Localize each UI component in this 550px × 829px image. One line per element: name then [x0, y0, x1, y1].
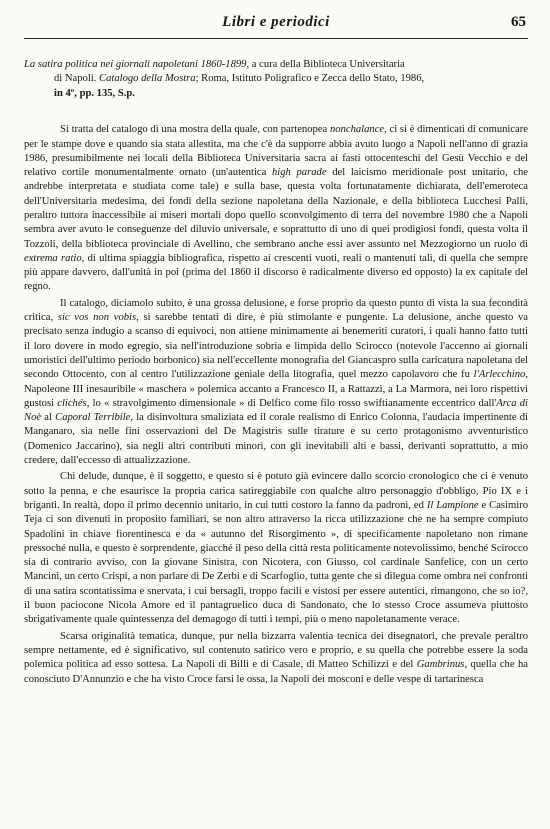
italic-term: high parade: [272, 167, 327, 179]
paragraph-4: [24, 630, 528, 687]
running-title: Libri e periodici: [222, 14, 330, 30]
text-run: , si sarebbe tentati di dire, è più stimolante e pungente. La delusione, anche questo va precisato senza indugio a scanso di equivoci, non attiene minimamente ai benemeriti curatori, i quali hanno fatto tutti il loro dovere in modo egregio, sia nell'introduzione sobria e limpida dello Scirocco (notevole l'accenno ai giornali umoristici dell'ultimo periodo borbonico) sia nell'eccellente monografia del Giancaspro sulla caricatura napoletana del secondo Ottocento, con al centro l'utilizzazione geniale della litografia, quel mezzo capolavoro che fu: [24, 312, 528, 381]
page-number: 65: [511, 14, 526, 30]
italic-term: Il Lampione: [426, 499, 479, 511]
running-header: [24, 12, 528, 39]
italic-term: sic vos non vobis: [57, 312, 137, 324]
citation-publisher: di Napoli.: [54, 73, 100, 85]
italic-term: Gambrinus: [416, 659, 465, 671]
citation-title: La satira politica nei giornali napoletani 1860-1899: [24, 59, 247, 70]
text-run: , Napoleone III inesauribile « maschera » polemica accanto a Francesco II, a Rattazzi, a La Marmora, nei loro rispettivi gustosi: [24, 369, 528, 409]
text-run: , la disinvoltura smaliziata ed il corale realismo di Enrico Colonna, l'audacia impertinente di Manganaro, sia nelle fini osservazioni del De Magistris sulle tirature e su certo protagonismo avventuristico (Domenico Jaccarino), sia negli altri contributi minori, con gli inevitabili alti e bassi, derivanti soprattutto, a mio credere, dall'eccesso di attualizzazione.: [24, 412, 528, 467]
text-run: , di ultima spiaggia bibliografica, rispetto ai crescenti vuoti, reali o mantenuti tali, di quella che sempre più appare davvero, dall'unità in poi (prima del 1860 il discorso è radicalmente diverso ed opposto) la ex capitale del regno.: [24, 252, 528, 293]
italic-term: clichés: [57, 397, 87, 409]
text-run: Il catalogo, diciamolo subito, è una grossa delusione, e forse proprio da questo punto di vista la sua fecondità critica,: [24, 297, 528, 324]
citation-imprint: ; Roma, Istituto Poligrafico e Zecca dello Stato, 1986,: [195, 73, 425, 85]
text-run: Chi delude, dunque, è il soggetto, e questo si è potuto già evincere dallo scorcio cronologico che ci è venuto sotto la penna, e che esaurisce la propria carica satireggiabile con qualche altro personaggio d'obbligo, Pio IX e i briganti. In realtà, dopo il primo decennio unitario, in cui tutti costoro la fanno da padroni, ed: [24, 471, 528, 511]
review-body: [24, 123, 528, 687]
italic-term: Caporal Terribile: [55, 412, 131, 424]
italic-term: l'Arlecchino: [473, 369, 526, 381]
text-run: , ci si è dimenticati di comunicare per le stampe dove e quando sia stata allestita, ma che c'è da supporre abbia avuto luogo a Napoli nell'anno di grazia 1986, presumibilmente nei locali della Biblioteca Universitaria sacra ai fasti ottocenteschi del Gesù Vecchio e del relativo cortile monumentalmente ornato (un'autentica: [24, 124, 528, 179]
italic-term: nonchalance: [329, 124, 385, 136]
paragraph-2: [24, 297, 528, 469]
citation-catalog: Catalogo della Mostra: [99, 73, 196, 85]
text-run: , lo « stravolgimento dimensionale » di Delfico come filo rosso swiftianamente eccentrico dall': [86, 397, 497, 409]
book-citation: [24, 58, 528, 101]
citation-format: in 4º, pp. 135, S.p.: [54, 87, 135, 99]
text-run: del laicismo meridionale post unitario, che andrebbe interpretata e studiata come tale) e sulla base, questa volta fortunatamente dichiarata, dell'emeroteca dell'Universitaria medesima, dei fondi della sezione napoletana della Nazionale, e della biblioteca Lucchesi Palli, peraltro tuttora inaccessibile ai miseri mortali dopo quello sconvolgimento di terra del novembre 1980 che a Napoli sembra aver avuto le conseguenze del diluvio universale, e soprattutto di uno di quei prodigiosi fondi, questa volta il Tozzoli, della biblioteca provinciale di Avellino, che sembrano anche essi aver assunto nel Mezzogiorno un ruolo di: [24, 167, 529, 250]
text-run: al: [41, 412, 56, 424]
italic-term: Arca di Noè: [24, 397, 529, 424]
text-run: e Casimiro Teja ci son divenuti in proposito familiari, se non altro attraverso la ricca utilizzazione che ne ha sempre compiuto Spadolini in chiave fiorentinesca e da « autunno del Risorgimento », di specificamente napoletano non rimane pressoché nulla, e questo è sorprendente, giacché il peso della città resta politicamente notevolissimo, benché Scirocco sia di contrario avviso, con la giovane Sinistra, con Nicotera, con Giusso, col cardinale Sanfelice, con un certo Mancini, un certo Crispi, a non parlare di De Zerbi e di Scarfoglio, tutta gente che si dilegua come ombra nei confronti di una satira scontatissima e snervata, i cui bersagli, troppo facili e vistosi per essere autentici, rimangono, che so io?, il buon paciocone Nicola Amore ed il pantagruelico duca di Sandonato, che lo stesso Croce assumeva piuttosto sbrigativamente quale quintessenza del demagogo di tutti i tempi, più o meno napoletanamente verace.: [24, 499, 528, 626]
citation-continuation: [24, 72, 528, 101]
citation-text: , a cura della Biblioteca Universitaria: [246, 59, 405, 70]
paragraph-3: [24, 470, 528, 627]
text-run: Si tratta del catalogo di una mostra della quale, con partenopea: [60, 124, 330, 136]
text-run: , quella che ha conosciuto D'Annunzio e che ha visto Croce farsi le ossa, la Napoli dei mosconi e delle vespe di tartarinesca: [24, 659, 529, 685]
italic-term: extrema ratio: [24, 252, 82, 264]
text-run: Scarsa originalità tematica, dunque, pur nella bizzarra valentia tecnica dei disegnatori, che prevale peraltro sempre nettamente, ed è significativo, sul contenuto satirico vero e proprio, e su quella che potrebbe essere la soda polemica politica ad esso sottesa. La Napoli di Billi e di Casale, di Matteo Schilizzi e del: [24, 630, 528, 671]
paragraph-1: [24, 123, 528, 295]
